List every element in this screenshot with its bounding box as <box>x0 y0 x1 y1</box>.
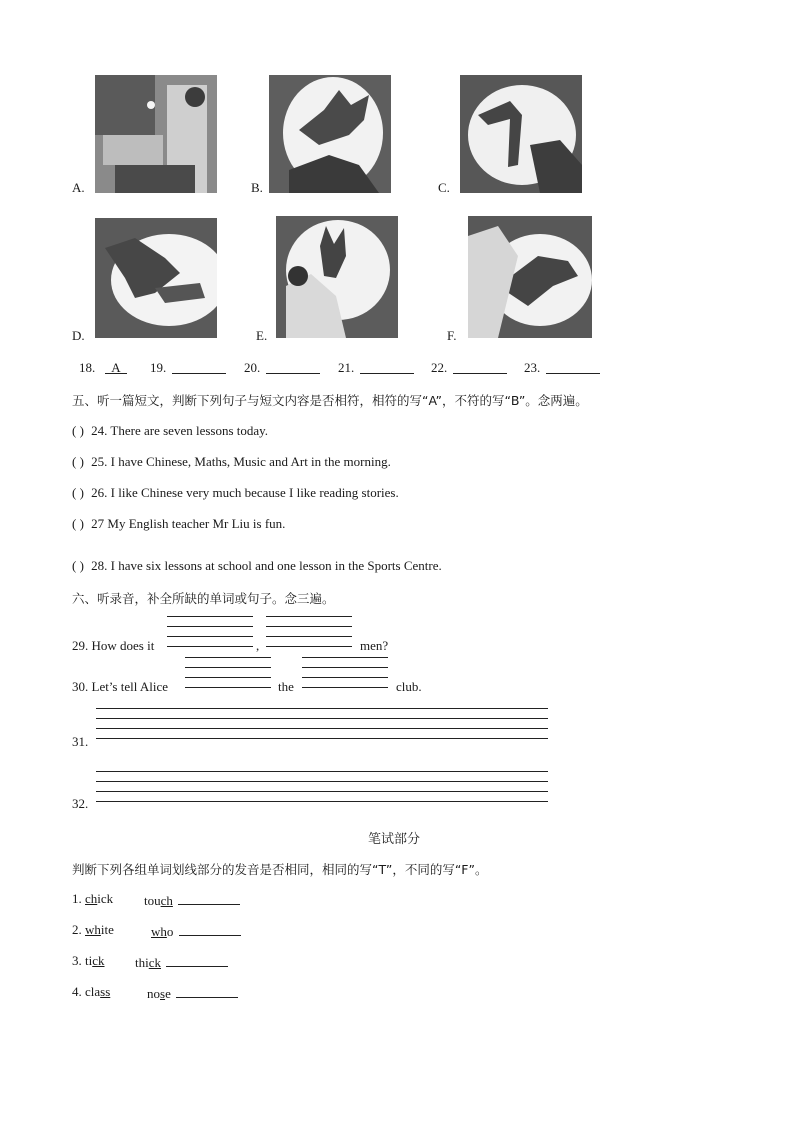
underlined-letters: ch <box>160 893 173 908</box>
handwriting-answer-line[interactable] <box>167 646 253 647</box>
phonics-item-3 <box>72 953 105 969</box>
item-number: 4. <box>72 984 82 999</box>
phonics-item-1-word-2 <box>144 891 240 909</box>
word-part: ick <box>97 891 114 906</box>
word-part: o <box>166 924 174 939</box>
handwriting-guide-line <box>266 616 352 617</box>
answer-blank-21[interactable] <box>360 360 414 374</box>
handwriting-guide-line <box>266 636 352 637</box>
answer-blank-20[interactable] <box>266 360 320 374</box>
underlined-letters: ch <box>85 891 98 906</box>
word-part: ti <box>85 953 93 968</box>
phonics-item-2 <box>72 922 114 938</box>
item-number: 1. <box>72 891 82 906</box>
answer-parens[interactable]: ( ) <box>72 516 84 531</box>
written-section-title: 笔试部分 <box>368 832 421 847</box>
handwriting-guide-line <box>302 657 388 658</box>
question-30-end: club. <box>396 679 422 694</box>
question-number: 22. <box>431 360 448 375</box>
picture-label-e: E. <box>256 328 268 343</box>
word-part: thi <box>135 955 149 970</box>
handwriting-guide-line <box>302 677 388 678</box>
answer-parens[interactable]: ( ) <box>72 485 84 500</box>
item-number: 3. <box>72 953 82 968</box>
handwriting-guide-line <box>96 791 548 792</box>
question-30-mid: the <box>278 679 294 694</box>
statement-text: 27 My English teacher Mr Liu is fun. <box>91 516 286 531</box>
question-number: 18. <box>79 360 96 375</box>
word-part: ite <box>100 922 114 937</box>
phonics-item-3-word-2 <box>135 953 228 971</box>
word-part: no <box>147 986 160 1001</box>
rabbit-hand-shadow-photo-icon <box>276 216 398 338</box>
handwriting-guide-line <box>96 771 548 772</box>
picture-label-a: A. <box>72 180 85 195</box>
question-29-start: 29. How does it <box>72 638 155 653</box>
answer-parens[interactable]: ( ) <box>72 423 84 438</box>
answer-blank-18[interactable]: A <box>105 360 127 374</box>
statement-text: 26. I like Chinese very much because I like reading stories. <box>91 485 399 500</box>
picture-label-f: F. <box>447 328 457 343</box>
item-number: 2. <box>72 922 82 937</box>
handwriting-guide-line <box>96 708 548 709</box>
statement-27 <box>72 516 285 532</box>
question-29-end: men? <box>360 638 389 653</box>
written-instruction: 判断下列各组单词划线部分的发音是否相同，相同的写“T”，不同的写“F”。 <box>72 862 488 877</box>
picture-label-b: B. <box>251 180 263 195</box>
handwriting-guide-line <box>167 626 253 627</box>
statement-24 <box>72 423 268 439</box>
handwriting-answer-line[interactable] <box>185 687 271 688</box>
underlined-letters: ss <box>100 984 111 999</box>
eagle-hand-shadow-photo-icon <box>95 218 217 338</box>
answer-blank[interactable] <box>176 984 238 998</box>
question-number: 23. <box>524 360 541 375</box>
statement-28 <box>72 558 442 574</box>
handwriting-guide-line <box>302 667 388 668</box>
handwriting-guide-line <box>185 667 271 668</box>
phonics-item-1 <box>72 891 113 907</box>
bird-hand-shadow-photo-icon <box>269 75 391 193</box>
word-part: e <box>165 986 171 1001</box>
phonics-item-4 <box>72 984 110 1000</box>
handwriting-guide-line <box>185 657 271 658</box>
question-number: 19. <box>150 360 167 375</box>
answer-blank-22[interactable] <box>453 360 507 374</box>
handwriting-answer-line[interactable] <box>266 646 352 647</box>
answer-parens[interactable]: ( ) <box>72 454 84 469</box>
underlined-letters: ck <box>92 953 105 968</box>
statement-26 <box>72 485 399 501</box>
handwriting-guide-line <box>185 677 271 678</box>
question-number: 21. <box>338 360 355 375</box>
picture-label-c: C. <box>438 180 450 195</box>
office-scene-photo-icon <box>95 75 217 193</box>
handwriting-answer-line[interactable] <box>302 687 388 688</box>
question-29-comma: , <box>256 638 260 653</box>
statement-text: 28. I have six lessons at school and one lesson in the Sports Centre. <box>91 558 442 573</box>
section-6-heading: 六、听录音，补全所缺的单词或句子。念三遍。 <box>72 591 335 606</box>
answer-blank-19[interactable] <box>172 360 226 374</box>
handwriting-guide-line <box>96 781 548 782</box>
answer-parens[interactable]: ( ) <box>72 558 84 573</box>
picture-label-d: D. <box>72 328 85 343</box>
handwriting-answer-line[interactable] <box>96 801 548 802</box>
dog-hand-shadow-photo-icon <box>468 216 592 338</box>
handwriting-answer-line[interactable] <box>96 738 548 739</box>
handwriting-guide-line <box>167 616 253 617</box>
question-31-number: 31. <box>72 734 89 749</box>
phonics-item-2-word-2 <box>151 922 241 940</box>
answer-blank[interactable] <box>178 891 240 905</box>
answer-blank[interactable] <box>166 953 228 967</box>
question-32-number: 32. <box>72 796 89 811</box>
swan-hand-shadow-photo-icon <box>460 75 582 193</box>
statement-text: 25. I have Chinese, Maths, Music and Art in the morning. <box>91 454 391 469</box>
answer-blank[interactable] <box>179 922 241 936</box>
word-part: cla <box>85 984 101 999</box>
underlined-letters: ck <box>148 955 162 970</box>
handwriting-guide-line <box>96 728 548 729</box>
handwriting-guide-line <box>266 626 352 627</box>
question-30-start: 30. Let’s tell Alice <box>72 679 169 694</box>
question-number: 20. <box>244 360 261 375</box>
phonics-item-4-word-2 <box>147 984 238 1002</box>
handwriting-guide-line <box>167 636 253 637</box>
underlined-letters: wh <box>85 922 101 937</box>
underlined-letters: s <box>160 986 166 1001</box>
answer-blank-23[interactable] <box>546 360 600 374</box>
underlined-letters: wh <box>151 924 167 939</box>
section-5-heading: 五、听一篇短文，判断下列句子与短文内容是否相符，相符的写“A”，不符的写“B”。念两遍。 <box>72 393 588 408</box>
word-part: tou <box>144 893 161 908</box>
statement-text: 24. There are seven lessons today. <box>91 423 269 438</box>
statement-25 <box>72 454 391 470</box>
handwriting-guide-line <box>96 718 548 719</box>
